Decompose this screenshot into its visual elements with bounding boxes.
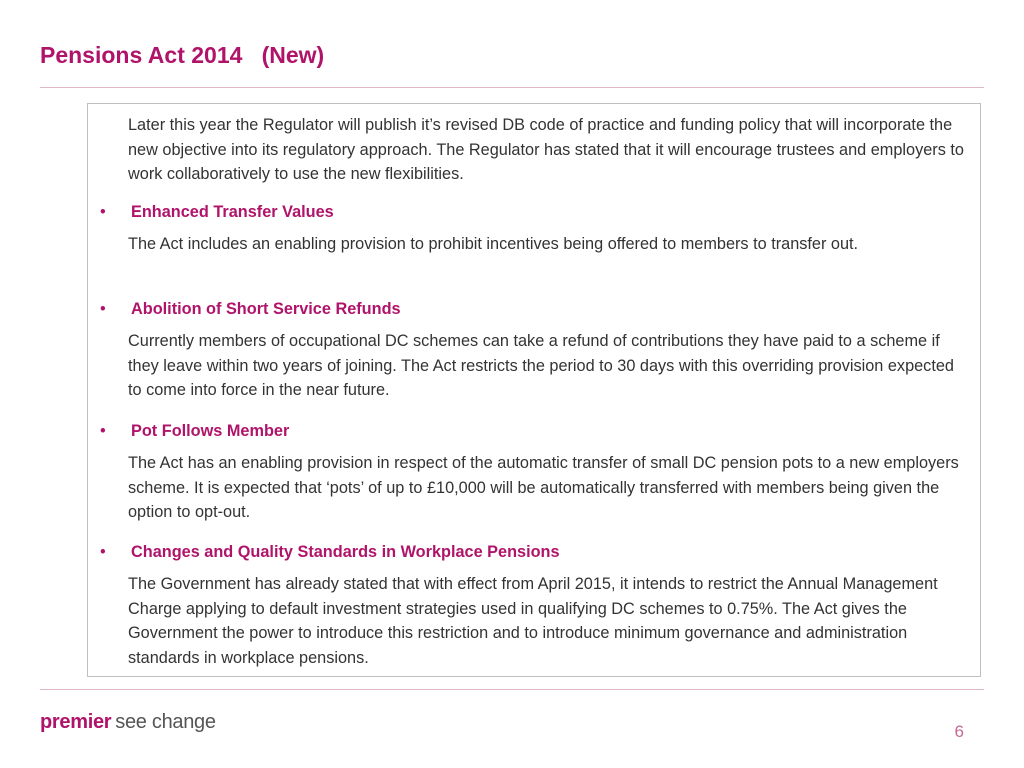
section-heading: Changes and Quality Standards in Workplace Pensions (131, 543, 560, 561)
section-heading: Enhanced Transfer Values (131, 203, 334, 221)
intro-paragraph: Later this year the Regulator will publish it’s revised DB code of practice and funding policy that will incorporate the new objective into its regulatory approach. The Regulator has stated that it will encourage trustees and employers to work collaboratively to use the new flexibilities. (128, 116, 964, 183)
section-body: The Government has already stated that with effect from April 2015, it intends to restrict the Annual Management Charge applying to default investment strategies used in qualifying DC schemes to 0.75%. The Act gives the Government the power to introduce this restriction and to introduce minimum governance and administration standards in workplace pensions. (128, 575, 938, 667)
logo-brand: premier (40, 711, 112, 733)
section-body: Currently members of occupational DC schemes can take a refund of contributions they have paid to a scheme if they leave within two years of joining. The Act restricts the period to 30 days with this overriding provision expected to come into force in the near future. (128, 332, 954, 399)
section-heading: Pot Follows Member (131, 422, 290, 440)
bullet-icon: • (100, 543, 106, 561)
section-body: The Act has an enabling provision in respect of the automatic transfer of small DC pension pots to a new employers scheme. It is expected that ‘pots’ of up to £10,000 will be automatically transferred with members being given the option to opt-out. (128, 454, 959, 521)
bullet-icon: • (100, 300, 106, 318)
logo-tagline: see change (115, 711, 216, 733)
content-box (87, 103, 981, 677)
bullet-icon: • (100, 422, 106, 440)
page-number: 6 (954, 722, 964, 741)
company-logo (40, 709, 216, 735)
section-body: The Act includes an enabling provision to prohibit incentives being offered to members to transfer out. (128, 235, 859, 253)
title-divider (40, 87, 984, 88)
bullet-icon: • (100, 203, 106, 221)
slide-title: Pensions Act 2014 (New) (40, 42, 325, 68)
section-heading: Abolition of Short Service Refunds (131, 300, 401, 318)
footer-divider (40, 689, 984, 690)
